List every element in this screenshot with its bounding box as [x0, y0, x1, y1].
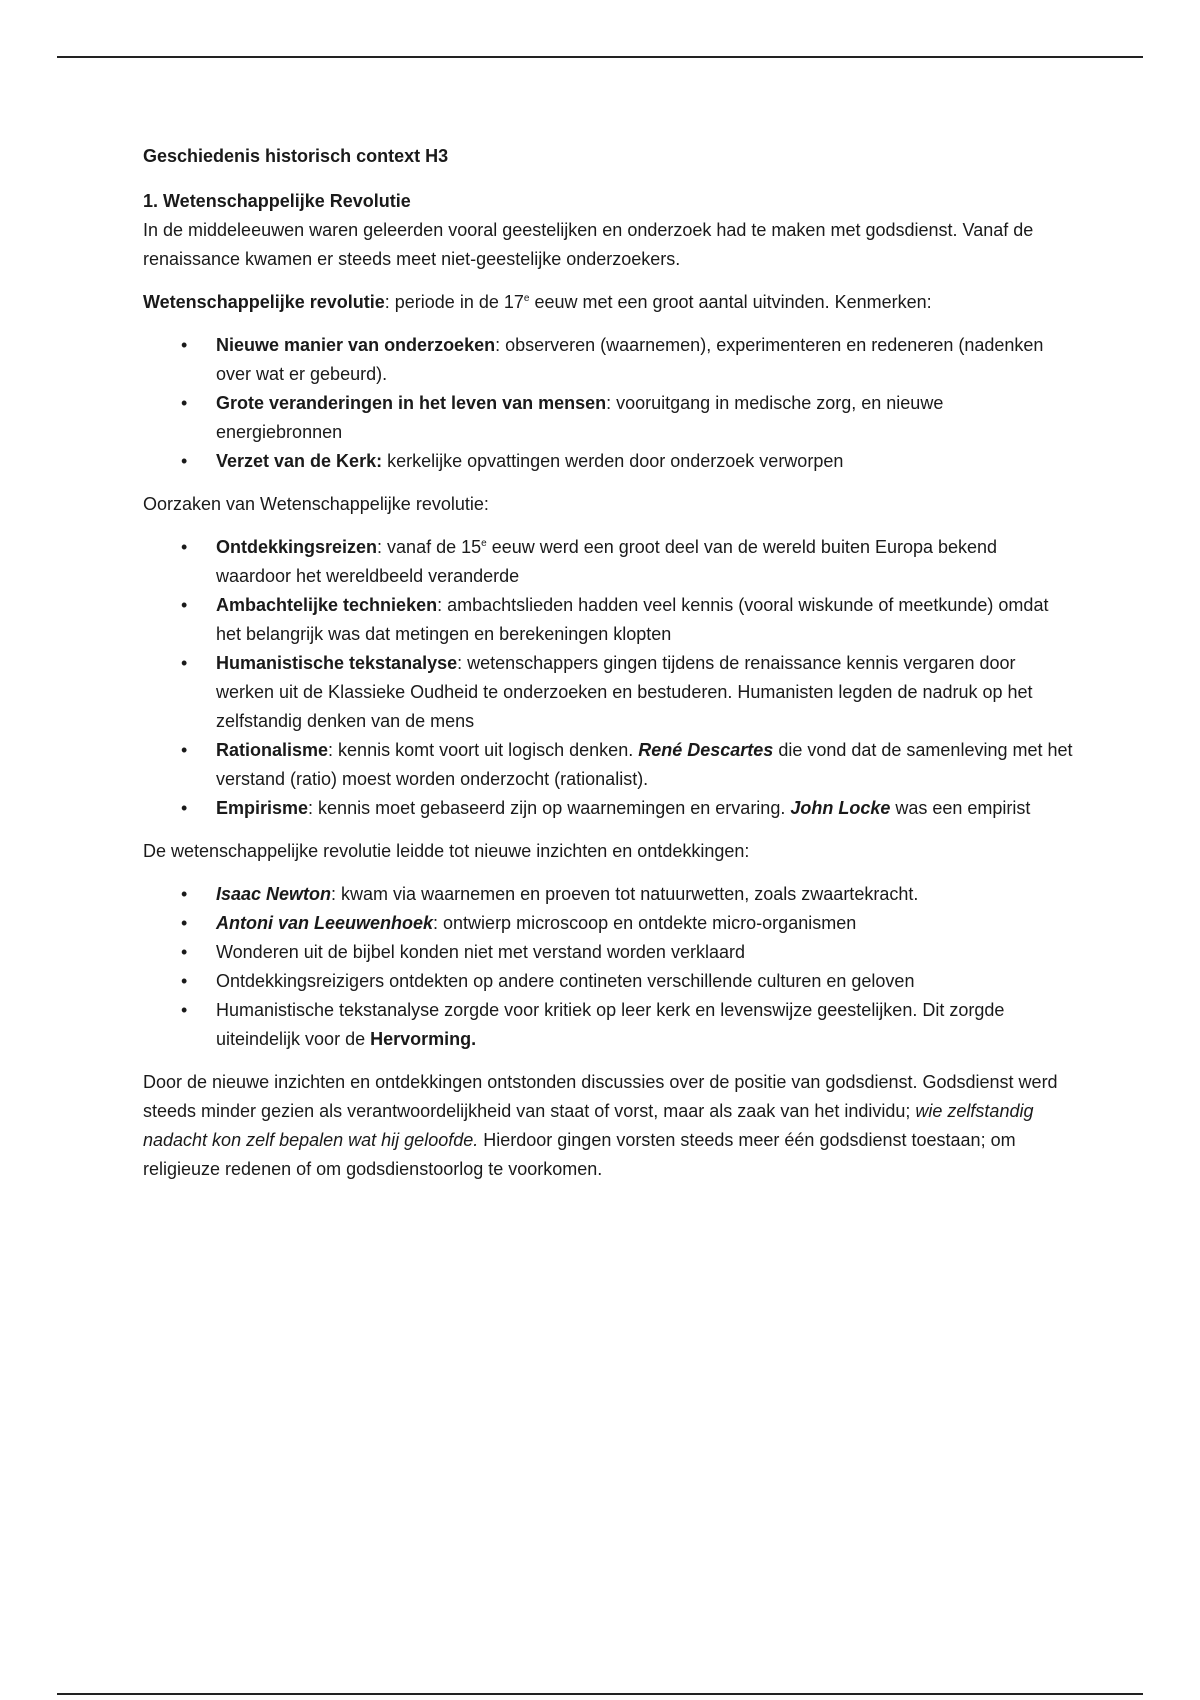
- list-item-text: : wetenschappers gingen tijdens de renaissance kennis vergaren door werken uit de Klassieke Oudheid te onderzoeken en bestuderen. Humanisten legden de nadruk op het zelfstandig denken van de mens: [216, 653, 1033, 731]
- document-body: [143, 142, 1073, 1198]
- list-item-text: die vond dat de samenleving met het verstand (ratio) moest worden onderzocht (rationalist).: [216, 740, 1073, 789]
- list-item-text: : vanaf de 15: [377, 537, 482, 557]
- person-name: John Locke: [790, 798, 891, 818]
- list-item-text: : kwam via waarnemen en proeven tot natuurwetten, zoals zwaartekracht.: [331, 884, 919, 904]
- top-rule: [57, 56, 1143, 58]
- list-item-bold: Humanistische tekstanalyse: [216, 653, 458, 673]
- definition-term: Wetenschappelijke revolutie: [143, 292, 385, 312]
- list-item: [143, 649, 1073, 736]
- list-item: [143, 996, 1073, 1054]
- list-item-text: : ambachtslieden hadden veel kennis (vooral wiskunde of meetkunde) omdat het belangrijk was dat metingen en berekeningen klopten: [216, 595, 1049, 644]
- list-item: [143, 447, 1073, 476]
- conclusion-text-b: Hierdoor gingen vorsten steeds meer één godsdienst toestaan; om religieuze redenen of om godsdienstoorlog te voorkomen.: [143, 1130, 1016, 1179]
- list-item-text: : vooruitgang in medische zorg, en nieuwe energiebronnen: [216, 393, 944, 442]
- list-item-bold: Ontdekkingsreizen: [216, 537, 378, 557]
- bottom-rule: [57, 1693, 1143, 1695]
- list-item-bold: Hervorming.: [370, 1029, 477, 1049]
- list-item: • Ontdekkingsreizigers ontdekten op andere contineten verschillende culturen en geloven: [143, 967, 1073, 996]
- list-item-bold: Rationalisme: [216, 740, 329, 760]
- list-item-bold: Verzet van de Kerk:: [216, 451, 383, 471]
- list-item: [143, 794, 1073, 823]
- list-item-text: : kennis komt voort uit logisch denken.: [328, 740, 639, 760]
- list-item-text: : observeren (waarnemen), experimenteren en redeneren (nadenken over wat er gebeurd).: [216, 335, 1044, 384]
- list-item-text: was een empirist: [890, 798, 1031, 818]
- list-item-text: Humanistische tekstanalyse zorgde voor kritiek op leer kerk en levenswijze geestelijken. Dit zorgde uiteindelijk voor de: [216, 1000, 1005, 1049]
- kenmerken-list: [143, 331, 1073, 476]
- oorzaken-list: [143, 533, 1073, 823]
- list-item-bold: Ambachtelijke technieken: [216, 595, 438, 615]
- list-item: [143, 331, 1073, 389]
- list-item-text: : ontwierp microscoop en ontdekte micro-organismen: [433, 913, 857, 933]
- list-item-superscript: e: [481, 538, 487, 549]
- list-item: [143, 389, 1073, 447]
- conclusion-text-a: Door de nieuwe inzichten en ontdekkingen ontstonden discussies over de positie van godsdienst. Godsdienst werd steeds minder gezien als verantwoordelijkheid van staat of vorst, maar als zaak van het individu;: [143, 1072, 1058, 1121]
- section-heading: 1. Wetenschappelijke Revolutie: [143, 191, 411, 211]
- list-item-bold: Grote veranderingen in het leven van mensen: [216, 393, 607, 413]
- list-item-text: : kennis moet gebaseerd zijn op waarnemingen en ervaring.: [308, 798, 791, 818]
- list-item: [143, 909, 1073, 938]
- inzichten-list: [143, 880, 1073, 1054]
- list-item-text: eeuw werd een groot deel van de wereld buiten Europa bekend waardoor het wereldbeeld veranderde: [216, 537, 998, 586]
- list-item-bold: Empirisme: [216, 798, 309, 818]
- oorzaken-lead: Oorzaken van Wetenschappelijke revolutie:: [143, 494, 489, 514]
- definition-superscript: e: [523, 293, 530, 304]
- definition-paragraph: [143, 288, 1073, 317]
- list-item-text: kerkelijke opvattingen werden door onderzoek verworpen: [382, 451, 844, 471]
- conclusion-italic: wie zelfstandig nadacht kon zelf bepalen wat hij geloofde.: [143, 1101, 1034, 1150]
- definition-text-a: : periode in de 17: [384, 292, 524, 312]
- section-intro: In de middeleeuwen waren geleerden vooral geestelijken en onderzoek had te maken met godsdienst. Vanaf de renaissance kwamen er steeds meet niet-geestelijke onderzoekers.: [143, 220, 1034, 269]
- person-name: Antoni van Leeuwenhoek: [216, 913, 434, 933]
- definition-text-b: eeuw met een groot aantal uitvinden. Kenmerken:: [529, 292, 932, 312]
- person-name: Isaac Newton: [216, 884, 332, 904]
- conclusion-paragraph: [143, 1068, 1073, 1184]
- list-item: [143, 736, 1073, 794]
- inzichten-lead: De wetenschappelijke revolutie leidde tot nieuwe inzichten en ontdekkingen:: [143, 841, 750, 861]
- document-title: Geschiedenis historisch context H3: [143, 146, 449, 166]
- list-item: [143, 880, 1073, 909]
- list-item: [143, 533, 1073, 591]
- list-item: • Wonderen uit de bijbel konden niet met verstand worden verklaard: [143, 938, 1073, 967]
- list-item-bold: Nieuwe manier van onderzoeken: [216, 335, 496, 355]
- list-item: [143, 591, 1073, 649]
- person-name: René Descartes: [638, 740, 774, 760]
